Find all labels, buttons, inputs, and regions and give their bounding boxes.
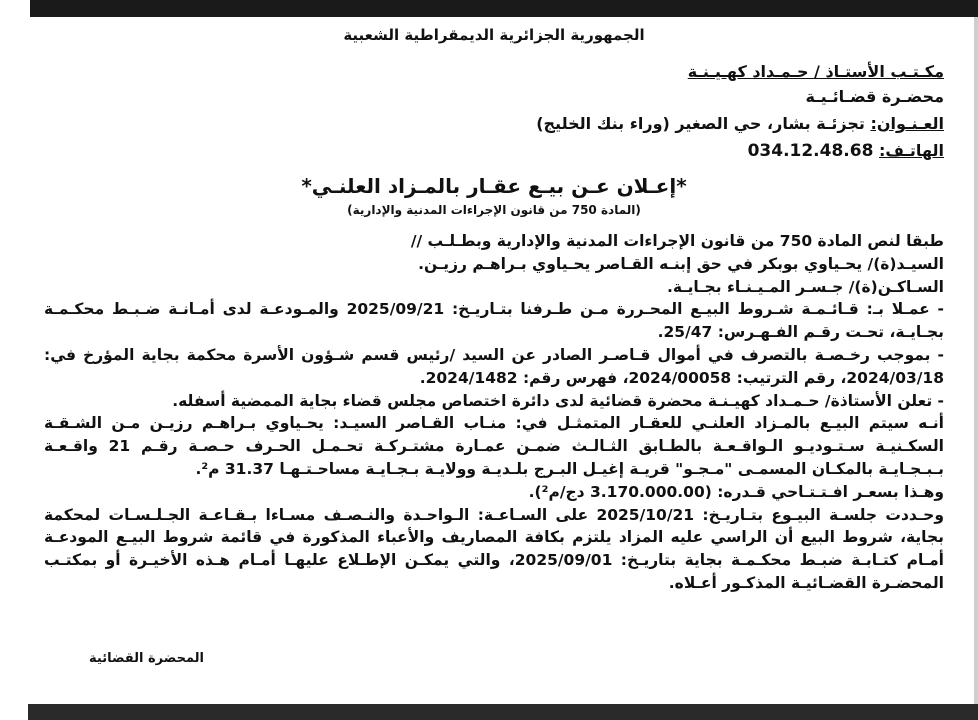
office-name-text: مكـتـب الأستـاذ / حـمـداد كهـيـنـة (687, 62, 944, 81)
address-label: العـنـوان: (870, 114, 944, 133)
paragraph-conditions-list: - عمـلا بـ: قـائـمـة شـروط البيـع المحـررة مـن طـرفنا بتـاريـخ: 2025/09/21 والمـودعـة لدى أمـانـة ضـبـط محكـمـة بجـايـة، تحـت رقـم الفـهـرس: 25/47. (44, 300, 944, 342)
notice-body (44, 230, 944, 595)
address-line (536, 113, 944, 135)
paragraph-announcement: - تعلن الأستاذة/ حـمـداد كهيـنـة محضرة قضائية لدى دائرة اختصاص مجلس قضاء بجاية الممضية أسفله. (172, 391, 944, 410)
address-value: تجزئـة بشار، حي الصغير (وراء بنك الخليج) (536, 114, 865, 133)
scan-right-edge (974, 17, 978, 704)
office-name (688, 61, 944, 83)
paragraph-session-details: وحـددت جلسـة البيـوع بتـاريـخ: 2025/10/21 على السـاعـة: الـواحـدة والنـصـف مسـاءا بـقـاعـة الجـلـسـات لمحكمة بجاية، شروط البيع أن الراسي عليه المزاد يلتزم بكافة المصاريف والأعباء المذكورة في قائمة شروط البيـع المودعـة أمـام كتـابـة ضبـط محكـمـة بجاية بتاريـخ: 2025/09/01، والتي يمكـن الإطـلاع عليهـا أمـام هـذه الأخيـرة أو بمكتـب المحضـرة القضـائيـة المذكـور أعـلاه. (44, 505, 944, 592)
republic-header: الجمهورية الجزائرية الديمقراطية الشعبية (343, 26, 645, 44)
paragraph-legal-basis: طبقا لنص المادة 750 من قانون الإجراءات المدنية والإدارية وبطـلـب // (410, 232, 944, 250)
scan-top-border (30, 0, 978, 17)
scan-bottom-border (28, 704, 978, 720)
paragraph-authorization: - بموجب رخـصـة بالتصرف في أموال قـاصـر الصادر عن السيد /رئيس قسم شـؤون الأسرة محكمة بجاية المؤرخ في: 2024/03/18، رقم الترتيب: 2024/00058، فهرس رقم: 2024/1482. (44, 345, 944, 387)
phone-value: 034.12.48.68 (747, 141, 874, 161)
notice-title: *إعـلان عـن بيـع عقـار بالمـزاد العلنـي* (301, 174, 687, 198)
phone-label: الهاتـف: (879, 141, 944, 160)
office-type: محضـرة قضـائـيـة (805, 87, 944, 106)
paragraph-property-description: أنـه سيتم البيـع بالمـزاد العلنـي للعقـار المتمثـل في: منـاب القـاصر السيـد: يحـياوي بـراهـم رزيـن مـن الشـقـة السكـنيـة سـتـوديـو الـواقـعـة بالطـابق الثـالـث ضمـن عمـارة مشتـركـة تحـمـل الحـرف حـصـة رقـم 21 واقـعـة بـبـجـايـة بالمكـان المسمـى "مـجـو" قريـة إغيـل البـرج بلـديـة وولايـة بـجـايـة مساحـتـهـا 31.37 م². (44, 414, 944, 478)
notice-subtitle: (المادة 750 من قانون الإجراءات المدنية والإدارية) (347, 203, 641, 217)
signature-bailiff: المحضرة القضائية (89, 651, 204, 666)
paragraph-requester: السيـد(ة)/ يحـياوي بوبكر في حق إبنـه القـاصر يحـياوي بـراهـم رزيـن. (418, 254, 944, 273)
paragraph-opening-price: وهـذا بسعـر افـتـتـاحي قـدره: (3.170.000.00 دج/م²). (528, 482, 944, 501)
legal-notice-document (44, 17, 944, 704)
paragraph-residence: السـاكـن(ة)/ جـسـر المـيـنـاء بجـايـة. (667, 277, 944, 296)
phone-line (748, 140, 944, 162)
